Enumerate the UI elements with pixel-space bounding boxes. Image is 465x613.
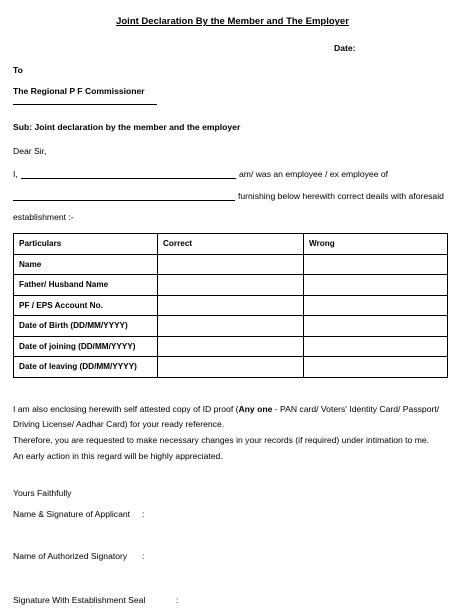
- enclosure-text: I am also enclosing herewith self attested copy of ID proof (: [13, 404, 239, 414]
- seal-signature-label: Signature With Establishment Seal: [13, 595, 146, 605]
- enclosure-emphasis: Any one: [238, 404, 273, 414]
- appreciation-paragraph: An early action in this regard will be highly appreciated.: [13, 451, 223, 461]
- wrong-cell[interactable]: [304, 336, 448, 357]
- row-label: Name: [14, 254, 158, 275]
- table-header: Particulars: [14, 234, 158, 255]
- wrong-cell[interactable]: [304, 275, 448, 296]
- enclosure-paragraph-line1: [13, 404, 439, 414]
- row-label: Date of Birth (DD/MM/YYYY): [14, 316, 158, 337]
- table-row: [14, 357, 448, 378]
- colon: :: [176, 595, 179, 605]
- table-row: [14, 254, 448, 275]
- employer-blank-line[interactable]: [13, 200, 235, 201]
- row-label: Father/ Husband Name: [14, 275, 158, 296]
- addressee: The Regional P F Commissioner: [13, 86, 145, 96]
- line3: establishment :-: [13, 212, 74, 222]
- table-row: [14, 295, 448, 316]
- correct-cell[interactable]: [158, 254, 304, 275]
- line1-suffix: am/ was an employee / ex employee of: [239, 169, 389, 179]
- correct-cell[interactable]: [158, 357, 304, 378]
- wrong-cell[interactable]: [304, 357, 448, 378]
- closing: Yours Faithfully: [13, 488, 72, 498]
- salutation: Dear Sir,: [13, 146, 47, 156]
- details-table: [13, 233, 448, 378]
- applicant-signature-label: Name & Signature of Applicant: [13, 509, 131, 519]
- row-label: Date of joining (DD/MM/YYYY): [14, 336, 158, 357]
- wrong-cell[interactable]: [304, 295, 448, 316]
- document-title: Joint Declaration By the Member and The Employer: [116, 16, 349, 27]
- table-header: Correct: [158, 234, 304, 255]
- date-label: Date:: [334, 43, 356, 53]
- colon: :: [142, 551, 145, 561]
- to-label: To: [13, 65, 23, 75]
- wrong-cell[interactable]: [304, 316, 448, 337]
- addressee-underline: [13, 104, 157, 105]
- row-label: Date of leaving (DD/MM/YYYY): [14, 357, 158, 378]
- table-row: [14, 336, 448, 357]
- line2-suffix: furnishing below herewith correct deails with aforesaid: [238, 191, 444, 201]
- request-paragraph: Therefore, you are requested to make necessary changes in your records (if required) under intimation to me.: [13, 435, 430, 445]
- wrong-cell[interactable]: [304, 254, 448, 275]
- enclosure-paragraph-line2: Driving License/ Aadhar Card) for your ready reference.: [13, 419, 225, 429]
- line1-prefix: I,: [13, 169, 18, 179]
- row-label: PF / EPS Account No.: [14, 295, 158, 316]
- correct-cell[interactable]: [158, 336, 304, 357]
- correct-cell[interactable]: [158, 295, 304, 316]
- table-header-row: [14, 234, 448, 255]
- subject: Sub: Joint declaration by the member and the employer: [13, 122, 241, 132]
- enclosure-text-2: - PAN card/ Voters' Identity Card/ Passport/: [272, 404, 440, 414]
- correct-cell[interactable]: [158, 275, 304, 296]
- name-blank-line[interactable]: [21, 178, 236, 179]
- authorized-signatory-label: Name of Authorized Signatory: [13, 551, 128, 561]
- table-row: [14, 275, 448, 296]
- correct-cell[interactable]: [158, 316, 304, 337]
- table-header: Wrong: [304, 234, 448, 255]
- table-row: [14, 316, 448, 337]
- colon: :: [142, 509, 145, 519]
